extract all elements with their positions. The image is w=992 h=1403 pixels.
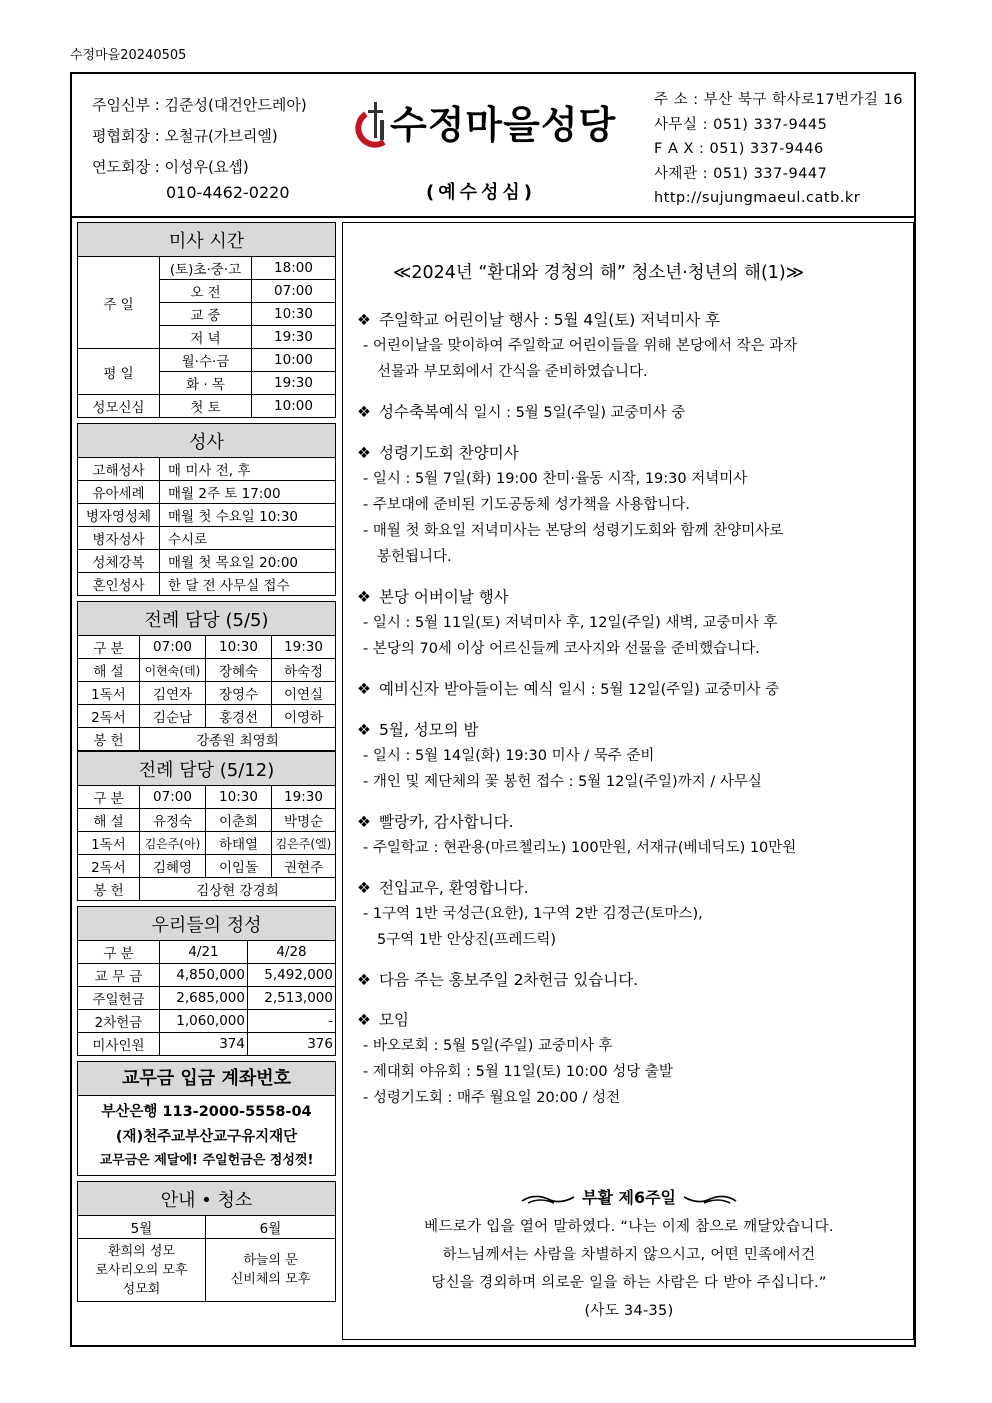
person-cell: 이연실	[272, 682, 336, 705]
person-cell: 홍경선	[206, 705, 272, 728]
mass-label: 월·수·금	[160, 349, 252, 372]
offering-type: 교 무 금	[78, 964, 160, 987]
diamond-bullet-icon: ❖	[357, 813, 371, 831]
diamond-bullet-icon: ❖	[357, 680, 371, 698]
sacrament-name: 고해성사	[78, 458, 160, 481]
role-cell: 해 설	[78, 809, 140, 832]
section-heading: 성령기도회 찬양미사	[379, 444, 519, 462]
person-cell: 이임돌	[206, 855, 272, 878]
diamond-bullet-icon: ❖	[357, 879, 371, 897]
person-cell: 유정숙	[140, 809, 206, 832]
offering-type: 2차헌금	[78, 1010, 160, 1033]
scripture-reference: (사도 34-35)	[584, 1303, 674, 1319]
mass-time: 10:00	[252, 395, 336, 418]
section-item: - 일시 : 5월 14일(화) 19:30 미사 / 묵주 준비	[363, 748, 655, 764]
section-item: - 제대회 야유회 : 5월 11일(토) 10:00 성당 출발	[363, 1064, 673, 1080]
person-cell: 김순남	[140, 705, 206, 728]
section-heading: 성수축복예식	[379, 403, 469, 421]
section-holy-water	[357, 399, 902, 426]
section-item: - 성령기도회 : 매주 월요일 20:00 / 성전	[363, 1090, 621, 1106]
pastor-line: 주임신부 : 김준성(대건안드레아)	[92, 96, 307, 114]
marian-label: 성모신심	[78, 395, 160, 418]
section-heading: 모임	[379, 1011, 409, 1029]
staff-info	[92, 90, 307, 203]
sacraments-title: 성사	[78, 424, 336, 458]
right-ornament-icon	[682, 1191, 738, 1207]
sacrament-name: 혼인성사	[78, 573, 160, 596]
header	[72, 74, 914, 218]
diamond-bullet-icon: ❖	[357, 588, 371, 606]
amount-cell: 2,513,000	[248, 987, 336, 1010]
section-parents-day	[357, 584, 902, 662]
sacrament-name: 성체강복	[78, 550, 160, 573]
section-item: - 주보대에 준비된 기도공동체 성가책을 사용합니다.	[363, 497, 691, 513]
sacrament-name: 유아세례	[78, 481, 160, 504]
fax-line: F A X : 051) 337-9446	[654, 141, 824, 157]
person-cell: 하태열	[206, 832, 272, 855]
account-title: 교무금 입금 계좌번호	[78, 1062, 335, 1096]
liturgy-table-may12	[77, 751, 336, 901]
mass-label: 저 녁	[160, 326, 252, 349]
section-item: - 일시 : 5월 11일(토) 저녁미사 후, 12일(주일) 새벽, 교중미사 후	[363, 615, 778, 631]
church-name: 수정마을성당	[390, 103, 617, 147]
liturgy-table-may5	[77, 601, 336, 751]
weekday-label: 평 일	[78, 349, 160, 395]
offering-type: 미사인원	[78, 1033, 160, 1056]
amount-cell: 376	[248, 1033, 336, 1056]
month-header: 6월	[206, 1216, 336, 1239]
sacrament-desc: 수시로	[160, 527, 336, 550]
office-phone: 사무실 : 051) 337-9445	[654, 116, 828, 133]
left-column	[77, 222, 336, 1307]
col-header: 4/21	[160, 941, 248, 964]
col-header: 10:30	[206, 786, 272, 809]
mass-time: 19:30	[252, 326, 336, 349]
main-title: ≪2024년 “환대와 경청의 해” 청소년·청년의 해(1)≫	[393, 263, 805, 283]
section-item: 봉헌됩니다.	[377, 549, 452, 565]
col-header: 10:30	[206, 636, 272, 659]
contact-info	[654, 88, 903, 211]
section-meetings	[357, 1007, 902, 1111]
sacrament-desc: 매월 2주 토 17:00	[160, 481, 336, 504]
document-id: 수정마을20240505	[70, 48, 187, 63]
youth-chair-phone: 010-4462-0220	[166, 183, 290, 202]
person-cell: 김혜영	[140, 855, 206, 878]
month-header: 5월	[78, 1216, 206, 1239]
mass-time: 10:00	[252, 349, 336, 372]
bank-account: 부산은행 113-2000-5558-04	[101, 1104, 312, 1120]
col-header: 19:30	[272, 786, 336, 809]
person-cell: 이춘희	[206, 809, 272, 832]
announcements	[357, 307, 902, 1125]
person-cell: 장영수	[206, 682, 272, 705]
role-cell: 봉 헌	[78, 878, 140, 901]
sacrament-name: 병자영성체	[78, 504, 160, 527]
section-children-day	[357, 307, 902, 385]
section-item: - 본당의 70세 이상 어르신들께 코사지와 선물을 준비했습니다.	[363, 641, 760, 657]
role-cell: 해 설	[78, 659, 140, 682]
amount-cell: 2,685,000	[160, 987, 248, 1010]
section-heading: 예비신자 받아들이는 예식	[379, 680, 554, 698]
section-catechumen-rite	[357, 676, 902, 703]
may-assignment	[78, 1239, 206, 1302]
col-header: 4/28	[248, 941, 336, 964]
sacraments-table	[77, 423, 336, 596]
section-item: - 매월 첫 화요일 저녁미사는 본당의 성령기도회와 함께 찬양미사로	[363, 523, 784, 539]
news-column	[342, 222, 914, 1340]
section-item: - 일시 : 5월 7일(화) 19:00 찬미·율동 시작, 19:30 저녁미사	[363, 471, 748, 487]
liturgy-title: 전례 담당 (5/5)	[78, 602, 336, 636]
section-inline-detail: 일시 : 5월 5일(주일) 교중미사 중	[468, 405, 686, 421]
scripture-line: 당신을 경외하며 의로운 일을 하는 사람은 다 받아 주십니다.”	[431, 1275, 827, 1291]
mass-times-title: 미사 시간	[78, 223, 336, 257]
amount-cell: 5,492,000	[248, 964, 336, 987]
col-header: 07:00	[140, 636, 206, 659]
person-cell: 김은주(엘)	[272, 832, 336, 855]
person-cell: 하숙정	[272, 659, 336, 682]
section-charismatic-mass	[357, 440, 902, 570]
section-item: - 바오로회 : 5월 5일(주일) 교중미사 후	[363, 1038, 613, 1054]
address-line: 주 소 : 부산 북구 학사로17번가길 16	[654, 92, 904, 108]
diamond-bullet-icon: ❖	[357, 721, 371, 739]
person-cell: 김은주(아)	[140, 832, 206, 855]
col-header: 07:00	[140, 786, 206, 809]
amount-cell: -	[248, 1010, 336, 1033]
col-header: 구 분	[78, 941, 160, 964]
section-heading: 빨랑카, 감사합니다.	[379, 813, 514, 831]
sacrament-desc: 한 달 전 사무실 접수	[160, 573, 336, 596]
sunday-title: 부활 제6주일	[582, 1188, 676, 1207]
sacrament-desc: 매월 첫 목요일 20:00	[160, 550, 336, 573]
person-cell: 이현숙(데)	[140, 659, 206, 682]
mass-time: 19:30	[252, 372, 336, 395]
section-second-collection	[357, 967, 902, 993]
col-header: 구 분	[78, 786, 140, 809]
person-cell: 이영하	[272, 705, 336, 728]
section-heading: 다음 주는 홍보주일 2차헌금 있습니다.	[379, 971, 639, 989]
sacrament-name: 병자성사	[78, 527, 160, 550]
mass-time: 10:30	[252, 303, 336, 326]
section-new-parishioners	[357, 875, 902, 953]
section-heading: 5월, 성모의 밤	[379, 721, 479, 739]
amount-cell: 1,060,000	[160, 1010, 248, 1033]
mass-time: 07:00	[252, 280, 336, 303]
section-item: 선물과 부모회에서 간식을 준비하였습니다.	[377, 364, 648, 380]
assignment-line: 하늘의 문	[243, 1253, 298, 1268]
mass-label: 첫 토	[160, 395, 252, 418]
section-item: - 1구역 1반 국성근(요한), 1구역 2반 김정근(토마스),	[363, 906, 703, 922]
amount-cell: 4,850,000	[160, 964, 248, 987]
person-cell: 권현주	[272, 855, 336, 878]
mass-label: 오 전	[160, 280, 252, 303]
assignment-line: 로사리오의 모후	[95, 1262, 188, 1278]
scripture-box	[343, 1183, 915, 1325]
diamond-bullet-icon: ❖	[357, 1011, 371, 1029]
section-item: 5구역 1반 안상진(프레드릭)	[377, 932, 557, 948]
account-box	[77, 1061, 336, 1176]
assignment-line: 성모회	[122, 1281, 161, 1297]
offerings-title: 우리들의 정성	[78, 907, 336, 941]
section-heading: 주일학교 어린이날 행사 : 5월 4일(토) 저녁미사 후	[379, 311, 721, 329]
offering-type: 주일헌금	[78, 987, 160, 1010]
section-item: - 주일학교 : 현관용(마르첼리노) 100만원, 서재규(베네딕도) 10만원	[363, 840, 797, 856]
amount-cell: 374	[160, 1033, 248, 1056]
offerings-table	[77, 906, 336, 1056]
sacrament-desc: 매월 첫 수요일 10:30	[160, 504, 336, 527]
mass-label: 화 · 목	[160, 372, 252, 395]
assignment-line: 신비체의 모후	[230, 1272, 311, 1287]
diamond-bullet-icon: ❖	[357, 444, 371, 462]
scripture-line: 하느님께서는 사람을 차별하지 않으시고, 어떤 민족에서건	[442, 1247, 816, 1263]
section-item: - 어린이날을 맞이하여 주일학교 어린이들을 위해 본당에서 작은 과자	[363, 338, 798, 354]
account-note: 교무금은 제달에! 주일헌금은 정성껏!	[99, 1153, 314, 1168]
person-cell: 박명순	[272, 809, 336, 832]
role-cell: 2독서	[78, 705, 140, 728]
person-cell: 장혜숙	[206, 659, 272, 682]
section-heading: 전입교우, 환영합니다.	[379, 879, 529, 897]
guide-table	[77, 1181, 336, 1302]
parish-subtitle: (예수성심)	[426, 182, 537, 203]
section-inline-detail: 일시 : 5월 12일(주일) 교중미사 중	[553, 682, 780, 698]
council-chair-line: 평협회장 : 오철규(가브리엘)	[92, 127, 278, 145]
website-link[interactable]: http://sujungmaeul.catb.kr	[654, 190, 861, 206]
diamond-bullet-icon: ❖	[357, 971, 371, 989]
role-cell: 봉 헌	[78, 728, 140, 751]
rectory-phone: 사제관 : 051) 337-9447	[654, 165, 828, 182]
offering-cell: 강종원 최영희	[140, 728, 336, 751]
section-palanca	[357, 809, 902, 861]
left-ornament-icon	[520, 1191, 576, 1207]
youth-chair-line: 연도회장 : 이성우(요셉)	[92, 158, 249, 176]
role-cell: 1독서	[78, 832, 140, 855]
role-cell: 2독서	[78, 855, 140, 878]
account-holder: (재)천주교부산교구유지재단	[115, 1129, 298, 1145]
section-item: - 개인 및 제단체의 꽃 봉헌 접수 : 5월 12일(주일)까지 / 사무실	[363, 774, 762, 790]
mass-label: (토)초·중·고	[160, 257, 252, 280]
sacrament-desc: 매 미사 전, 후	[160, 458, 336, 481]
person-cell: 김연자	[140, 682, 206, 705]
mass-time: 18:00	[252, 257, 336, 280]
role-cell: 1독서	[78, 682, 140, 705]
assignment-line: 환희의 성모	[108, 1243, 175, 1259]
diamond-bullet-icon: ❖	[357, 311, 371, 329]
section-marian-night	[357, 717, 902, 795]
june-assignment	[206, 1239, 336, 1302]
bulletin-frame	[70, 72, 916, 1347]
section-heading: 본당 어버이날 행사	[379, 588, 509, 606]
guide-title: 안내 • 청소	[78, 1182, 336, 1216]
col-header: 구 분	[78, 636, 140, 659]
sunday-label: 주 일	[78, 257, 160, 349]
scripture-line: 베드로가 입을 열어 말하였다. “나는 이제 참으로 깨달았습니다.	[424, 1219, 834, 1235]
mass-times-table	[77, 222, 336, 418]
liturgy-title: 전례 담당 (5/12)	[78, 752, 336, 786]
mass-label: 교 중	[160, 303, 252, 326]
diamond-bullet-icon: ❖	[357, 403, 371, 421]
col-header: 19:30	[272, 636, 336, 659]
offering-cell: 김상현 강경희	[140, 878, 336, 901]
